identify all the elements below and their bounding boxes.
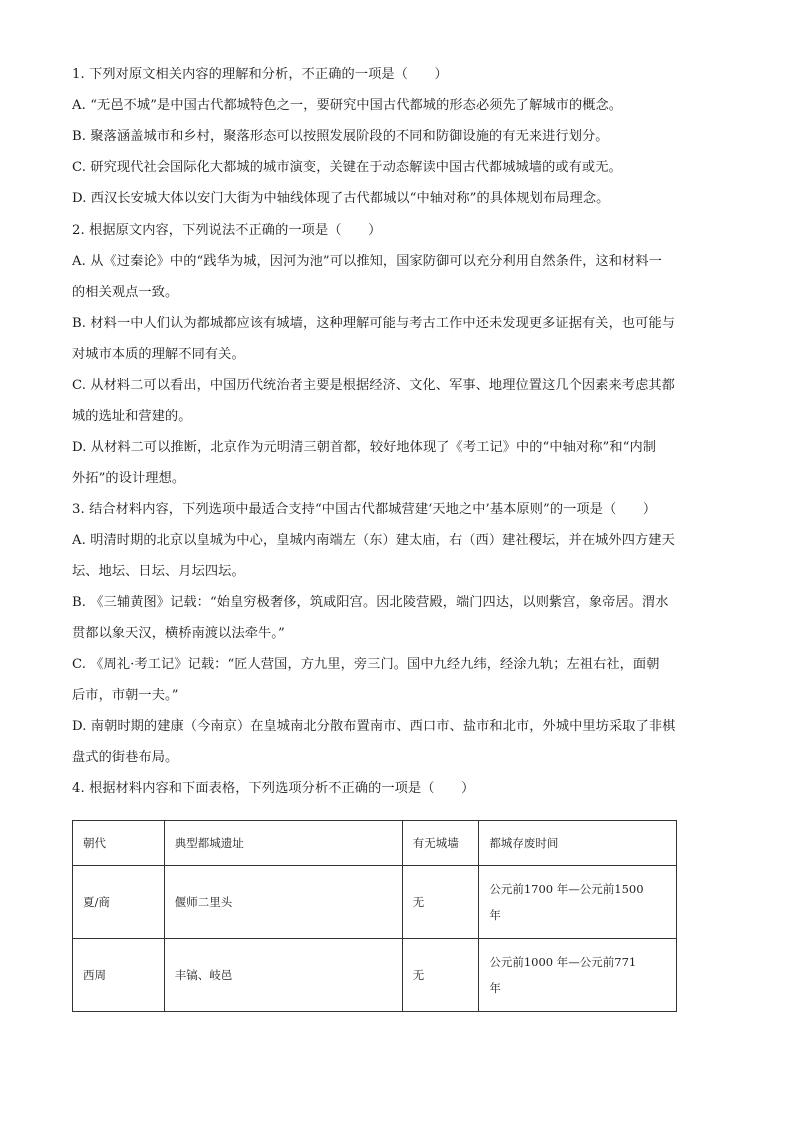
option-b-continued: 对城市本质的理解不同有关。 <box>72 347 245 362</box>
table-row <box>73 866 677 939</box>
table-cell: 西周 <box>73 939 165 1012</box>
option-c-continued: 城的选址和营建的。 <box>72 409 192 424</box>
option-b: B. 《三辅黄图》记载：“始皇穷极奢侈，筑咸阳宫。因北陵营殿，端门四达，以则紫宫，象帝居。渭水 <box>72 595 669 610</box>
option-a-continued: 坛、地坛、日坛、月坛四坛。 <box>72 564 245 579</box>
table-cell: 无 <box>402 866 479 939</box>
time-range-line: 年 <box>489 908 501 922</box>
question-2 <box>72 220 712 490</box>
dynasty-capital-table <box>72 820 677 1012</box>
option-b: B. 材料一中人们认为都城都应该有城墙，这种理解可能与考古工作中还未发现更多证据有关，也可能与 <box>72 316 676 331</box>
table-cell <box>479 866 677 939</box>
question-stem: 3. 结合材料内容，下列选项中最适合支持“中国古代都城营建‘天地之中’基本原则”的一项是（ ） <box>72 502 657 517</box>
time-range-line: 公元前1700 年—公元前1500 <box>489 882 644 896</box>
option-d-continued: 盘式的街巷布局。 <box>72 750 179 765</box>
table-header-cell: 有无城墙 <box>402 821 479 866</box>
table-header-row <box>73 821 677 866</box>
question-1 <box>72 64 712 210</box>
question-stem: 1. 下列对原文相关内容的理解和分析，不正确的一项是（ ） <box>72 67 448 82</box>
option-c-continued: 后市，市朝一夫。” <box>72 688 179 703</box>
option-c: C. 《周礼·考工记》记载：“匠人营国，方九里，旁三门。国中九经九纬，经涂九轨；左祖右社，面朝 <box>72 657 660 672</box>
option-b: B. 聚落涵盖城市和乡村，聚落形态可以按照发展阶段的不同和防御设施的有无来进行划分。 <box>72 129 609 144</box>
option-d: D. 西汉长安城大体以安门大街为中轴线体现了古代都城以“中轴对称”的具体规划布局理念。 <box>72 191 610 206</box>
option-c: C. 研究现代社会国际化大都城的城市演变，关键在于动态解读中国古代都城城墙的或有或无。 <box>72 160 622 175</box>
question-3 <box>72 499 712 769</box>
option-d: D. 南朝时期的建康（今南京）在皇城南北分散布置南市、西口市、盐市和北市，外城中里坊采取了非棋 <box>72 719 676 734</box>
time-range-line: 年 <box>489 981 501 995</box>
option-d-continued: 外拓”的设计理想。 <box>72 471 186 486</box>
question-4 <box>72 778 712 800</box>
table-header-cell: 都城存废时间 <box>479 821 677 866</box>
table-cell: 夏/商 <box>73 866 165 939</box>
table-header-cell: 典型都城遗址 <box>164 821 402 866</box>
table-row <box>73 939 677 1012</box>
option-d: D. 从材料二可以推断，北京作为元明清三朝首都，较好地体现了《考工记》中的“中轴对称”和“内制 <box>72 440 657 455</box>
option-a: A. 从《过秦论》中的“践华为城，因河为池”可以推知，国家防御可以充分利用自然条件，这和材料一 <box>72 254 662 269</box>
question-stem: 2. 根据原文内容，下列说法不正确的一项是（ ） <box>72 223 382 238</box>
option-b-continued: 贯都以象天汉，横桥南渡以法牵牛。” <box>72 626 285 641</box>
option-a: A. 明清时期的北京以皇城为中心，皇城内南端左（东）建太庙，右（西）建社稷坛，并在城外四方建天 <box>72 533 675 548</box>
table-cell: 丰镐、岐邑 <box>164 939 402 1012</box>
time-range-line: 公元前1000 年—公元前771 <box>489 955 637 969</box>
option-a: A. “无邑不城”是中国古代都城特色之一，要研究中国古代都城的形态必须先了解城市的概念。 <box>72 98 623 113</box>
table-cell: 无 <box>402 939 479 1012</box>
table-header-cell: 朝代 <box>73 821 165 866</box>
option-c: C. 从材料二可以看出，中国历代统治者主要是根据经济、文化、军事、地理位置这几个因素来考虑其都 <box>72 378 675 393</box>
table-cell: 偃师二里头 <box>164 866 402 939</box>
table-cell <box>479 939 677 1012</box>
question-list <box>72 64 712 800</box>
question-stem: 4. 根据材料内容和下面表格，下列选项分析不正确的一项是（ ） <box>72 781 475 796</box>
option-a-continued: 的相关观点一致。 <box>72 285 179 300</box>
